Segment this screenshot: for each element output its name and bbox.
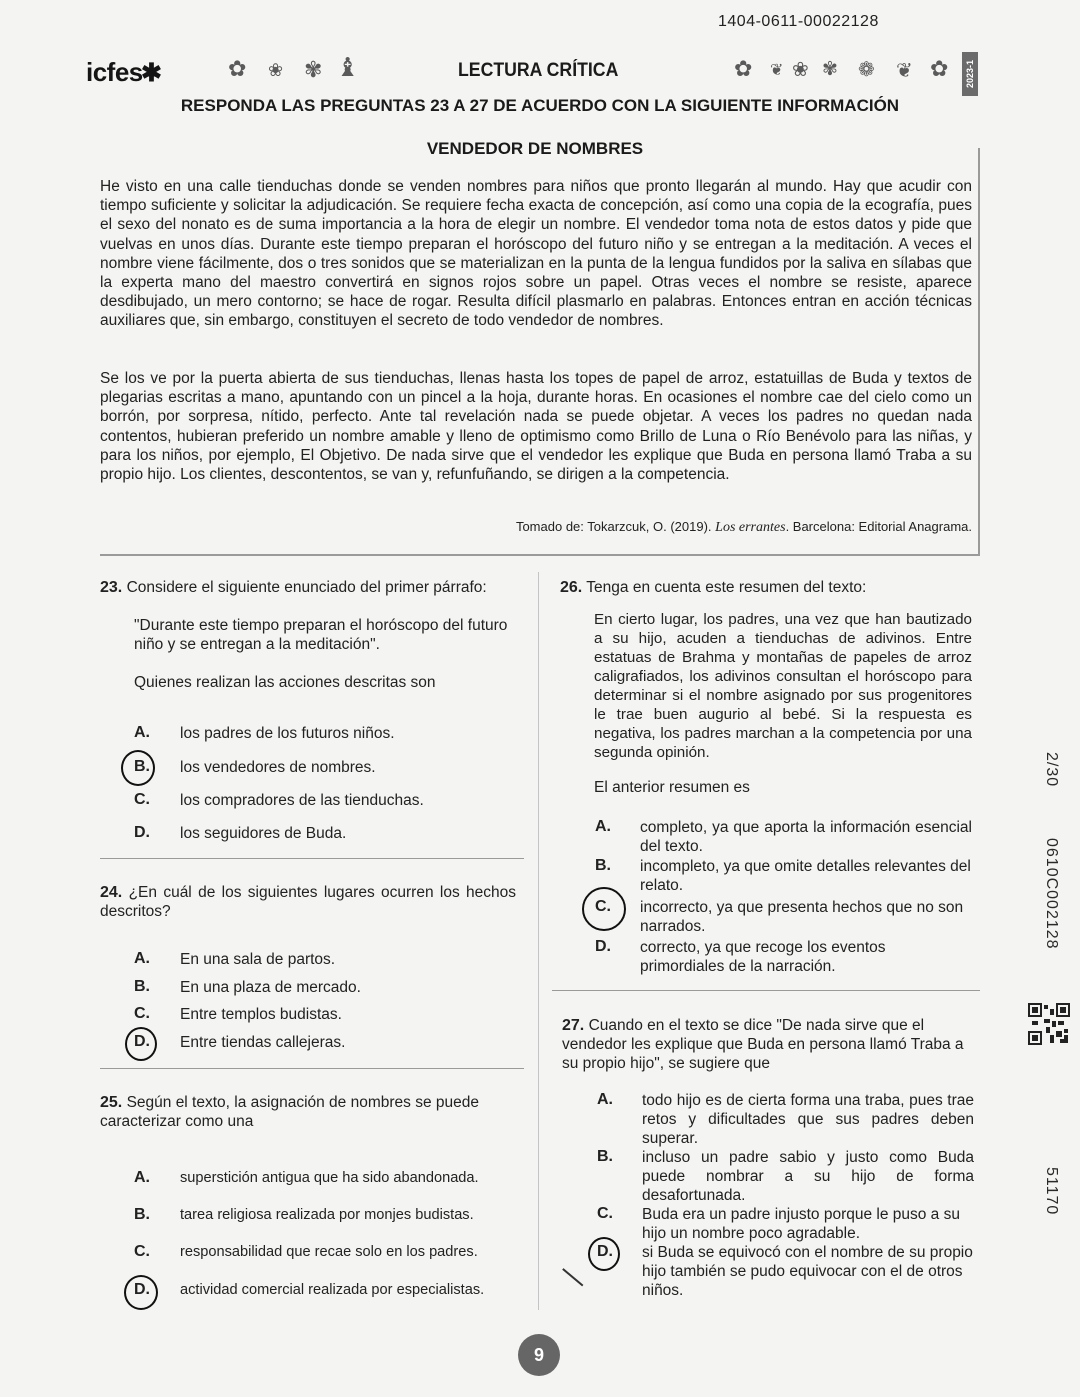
option-letter[interactable]: D. bbox=[595, 938, 611, 955]
question-text: Según el texto, la asignación de nombres se puede caracterizar como una bbox=[100, 1094, 479, 1131]
question-number: 23. bbox=[100, 579, 123, 596]
answer-mark-circle bbox=[125, 1027, 157, 1061]
option-letter[interactable]: A. bbox=[134, 1169, 150, 1186]
question-23-stem: Quienes realizan las acciones descritas son bbox=[134, 674, 436, 691]
pencil-stroke bbox=[563, 1268, 584, 1286]
page-number: 9 bbox=[518, 1334, 560, 1376]
flower-ornament-icon: ✿ bbox=[734, 56, 753, 81]
question-26-summary: En cierto lugar, los padres, una vez que han bautizado a su hijo, acuden a tienduchas de adivinos. Entre estatuas de Brahma y montañas de papeles de arroz caligrafiados, los adivinos consultan el horóscopo para determinar si el nombre asignado por sus progenitores le trae buen augurio al bebé. Si la respuesta es negativa, los padres marchan a la competencia por una segunda opinión. bbox=[594, 611, 972, 761]
option-letter[interactable]: D. bbox=[597, 1243, 613, 1260]
flower-ornament-icon: ❀ bbox=[268, 60, 284, 80]
story-paragraph-1: He visto en una calle tienduchas donde se venden nombres para niños que pronto llegarán al mundo. Hay que acudir con tiempo suficiente y solicitar la adjudicación. Se requiere fecha exacta de concepción, así como una copia de la ecografía, pues el sexo del nonato es de suma importancia a la hora de elegir un nombre. El vendedor toma nota de estos datos y pide que vuelvas en unos días. Durante este tiempo preparan el horóscopo del futuro niño y se entregan a la meditación. A veces el nombre viene fácilmente, dos o tres sonidos que se materializan en la punta de la lengua fundidos por la saliva en sílabas que la experta mano del maestro convertirá en signos rojos sobre un papel. Otras veces el nombre se resiste, aparece desdibujado, un mero contorno; se hace de rogar. Resulta difícil plasmarlo en palabras. Entonces entran en acción técnicas auxiliares que, sin embargo, constituyen el secreto de todo vendedor de nombres. bbox=[100, 178, 972, 330]
story-paragraph-2: Se los ve por la puerta abierta de sus tienduchas, llenas hasta los topes de papel de arroz, estatuillas de Buda y textos de plegarias escritas a mano, apuntando con un pincel a la hoja, durante horas. En ocasiones el nombre cae del cielo como un borrón, por sorpresa, nítido, perfecto. Ante tal revelación nada se puede objetar. A veces los padres no quedan nada contentos, hubieran preferido un nombre amable y lleno de optimismo como Brillo de Luna o Río Benévolo para las niñas, y para los niños, por ejemplo, El Objetivo. De nada sirve que el vendedor les explique que Buda en persona llamó Traba a su propio hijo. Los clientes, descontentos, se van y, refunfuñando, se dirigen a la competencia. bbox=[100, 370, 972, 484]
option-text[interactable]: Buda era un padre injusto porque le puso a su hijo un nombre poco agradable. bbox=[642, 1206, 960, 1242]
question-25 bbox=[100, 1093, 516, 1131]
option-text[interactable]: los seguidores de Buda. bbox=[180, 825, 347, 842]
column-divider bbox=[538, 572, 539, 1310]
instruction-heading: RESPONDA LAS PREGUNTAS 23 A 27 DE ACUERDO CON LA SIGUIENTE INFORMACIÓN bbox=[180, 96, 900, 115]
flower-ornament-icon: ✿ bbox=[228, 56, 247, 81]
option-text[interactable]: si Buda se equivocó con el nombre de su propio hijo también se pudo equivocar con el de otros niños. bbox=[642, 1244, 973, 1299]
option-text[interactable]: responsabilidad que recae solo en los padres. bbox=[180, 1244, 478, 1260]
year-tag: 2023-1 bbox=[962, 52, 978, 96]
question-number: 24. bbox=[100, 884, 123, 901]
option-letter[interactable]: C. bbox=[595, 898, 611, 915]
option-text[interactable]: tarea religiosa realizada por monjes budistas. bbox=[180, 1207, 474, 1223]
flower-ornament-icon: ❀ bbox=[792, 59, 809, 81]
option-text[interactable]: En una sala de partos. bbox=[180, 951, 336, 968]
option-letter[interactable]: B. bbox=[134, 1206, 150, 1223]
answer-mark-circle bbox=[582, 887, 626, 931]
question-separator bbox=[552, 990, 980, 991]
option-text[interactable]: todo hijo es de cierta forma una traba, pues trae retos y dificultades que sus padres deben superar. bbox=[642, 1092, 974, 1147]
option-letter[interactable]: A. bbox=[134, 724, 150, 741]
option-text[interactable]: los vendedores de nombres. bbox=[180, 759, 376, 776]
question-24 bbox=[100, 883, 516, 921]
question-text: Tenga en cuenta este resumen del texto: bbox=[586, 579, 867, 596]
option-text[interactable]: Entre tiendas callejeras. bbox=[180, 1034, 346, 1051]
flower-ornament-icon: ✿ bbox=[930, 56, 949, 81]
figure-ornament-icon: ♝ bbox=[336, 52, 360, 82]
question-text: Cuando en el texto se dice "De nada sirve que el vendedor les explique que Buda en persona llamó Traba a su propio hijo", se sugiere que bbox=[562, 1017, 964, 1073]
answer-mark-circle bbox=[588, 1237, 620, 1271]
option-text[interactable]: incluso un padre sabio y justo como Buda puede nombrar a su hijo de forma desafortunada. bbox=[642, 1149, 974, 1204]
option-text[interactable]: actividad comercial realizada por especialistas. bbox=[180, 1282, 485, 1298]
question-23 bbox=[100, 578, 520, 597]
qr-code-icon bbox=[1028, 1003, 1070, 1045]
question-number: 27. bbox=[562, 1017, 585, 1034]
option-text[interactable]: incorrecto, ya que presenta hechos que no son narrados. bbox=[640, 899, 964, 935]
option-letter[interactable]: C. bbox=[134, 1005, 150, 1022]
page-of-total: 2/30 bbox=[1043, 752, 1060, 788]
option-text[interactable]: incompleto, ya que omite detalles relevantes del relato. bbox=[640, 858, 971, 894]
option-letter[interactable]: D. bbox=[134, 1281, 150, 1298]
option-letter[interactable]: B. bbox=[595, 857, 611, 874]
question-separator bbox=[100, 858, 524, 859]
question-26 bbox=[560, 578, 974, 597]
option-letter[interactable]: C. bbox=[134, 791, 150, 808]
option-text[interactable]: superstición antigua que ha sido abandonada. bbox=[180, 1170, 479, 1186]
icfes-logo-mark: ✱ bbox=[141, 59, 162, 87]
source-citation: Tomado de: Tokarzcuk, O. (2019). Los errantes. Barcelona: Editorial Anagrama. bbox=[515, 519, 972, 535]
section-title: LECTURA CRÍTICA bbox=[458, 60, 619, 81]
option-letter[interactable]: B. bbox=[134, 978, 150, 995]
question-text: ¿En cuál de los siguientes lugares ocurren los hechos descritos? bbox=[100, 884, 516, 921]
question-number: 25. bbox=[100, 1094, 123, 1111]
flower-ornament-icon: ❁ bbox=[858, 59, 875, 81]
flower-ornament-icon: ✾ bbox=[822, 59, 838, 80]
document-code: 1404-0611-00022128 bbox=[718, 13, 879, 30]
option-letter[interactable]: B. bbox=[134, 758, 150, 775]
option-letter[interactable]: D. bbox=[134, 1033, 150, 1050]
option-letter[interactable]: A. bbox=[597, 1091, 613, 1108]
option-text[interactable]: correcto, ya que recoge los eventos primordiales de la narración. bbox=[640, 939, 886, 975]
reading-frame-right bbox=[978, 148, 980, 556]
question-text: Considere el siguiente enunciado del primer párrafo: bbox=[126, 579, 487, 596]
flower-ornament-icon: ✾ bbox=[304, 57, 323, 82]
form-code: 51170 bbox=[1043, 1167, 1060, 1216]
option-letter[interactable]: B. bbox=[597, 1148, 613, 1165]
leaf-ornament-icon: ❦ bbox=[770, 62, 784, 79]
booklet-code: 0610C002128 bbox=[1043, 838, 1060, 950]
leaf-ornament-icon: ❦ bbox=[896, 60, 913, 82]
option-text[interactable]: En una plaza de mercado. bbox=[180, 979, 361, 996]
question-separator bbox=[100, 1068, 524, 1069]
option-text[interactable]: Entre templos budistas. bbox=[180, 1006, 342, 1023]
book-title: Los errantes bbox=[715, 520, 786, 535]
answer-mark-circle bbox=[124, 1275, 158, 1310]
option-letter[interactable]: A. bbox=[134, 950, 150, 967]
question-26-stem: El anterior resumen es bbox=[594, 779, 750, 796]
option-text[interactable]: los padres de los futuros niños. bbox=[180, 725, 395, 742]
story-title: VENDEDOR DE NOMBRES bbox=[426, 139, 644, 158]
question-23-quote: "Durante este tiempo preparan el horóscopo del futuro niño y se entregan a la meditación". bbox=[134, 617, 508, 653]
question-number: 26. bbox=[560, 579, 583, 596]
option-letter[interactable]: D. bbox=[134, 824, 150, 841]
option-letter[interactable]: C. bbox=[134, 1243, 150, 1260]
option-letter[interactable]: A. bbox=[595, 818, 611, 835]
answer-mark-circle bbox=[121, 750, 155, 786]
icfes-logo: icfes bbox=[86, 57, 143, 87]
option-text[interactable]: los compradores de las tienduchas. bbox=[180, 792, 424, 809]
option-text[interactable]: completo, ya que aporta la información esencial del texto. bbox=[640, 819, 972, 855]
question-27 bbox=[562, 1016, 974, 1074]
option-letter[interactable]: C. bbox=[597, 1205, 613, 1222]
reading-frame-bottom bbox=[100, 554, 980, 556]
